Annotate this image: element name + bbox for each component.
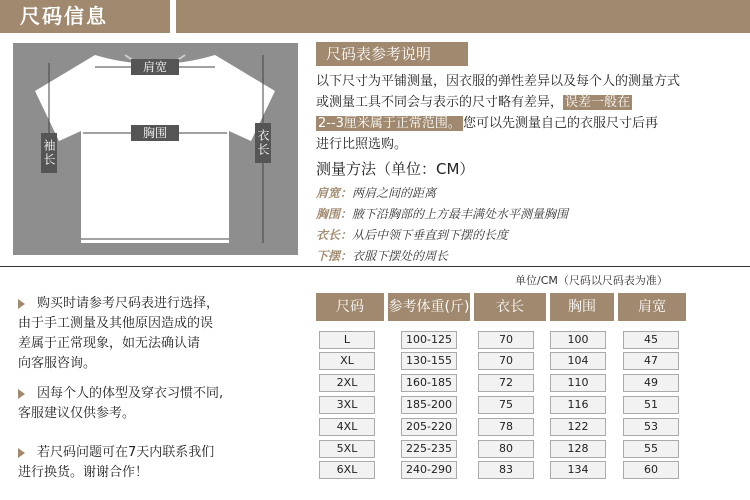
table-cell: L — [319, 331, 375, 349]
guide-highlight-1: 误差一般在 — [565, 95, 631, 110]
note-2: 因每个人的体型及穿衣习惯不同, 客服建议仅供参考。 — [18, 386, 224, 421]
table-cell: 75 — [478, 396, 534, 414]
table-cell: 122 — [550, 418, 606, 436]
guide-line-2a: 或测量工具不同会与表示的尺寸略有差异， — [316, 95, 564, 110]
table-cell: 104 — [550, 352, 606, 370]
table-header-cell: 参考体重(斤) — [388, 293, 470, 321]
table-cell: 80 — [478, 440, 534, 458]
table-cell: 55 — [623, 440, 679, 458]
method-row-chest: 胸围：腋下沿胸部的上方最丰满处水平测量胸围 — [316, 207, 569, 221]
guide-title: 尺码表参考说明 — [316, 42, 468, 66]
table-cell: 4XL — [319, 418, 375, 436]
table-cell: 6XL — [319, 461, 375, 479]
table-cell: 116 — [550, 396, 606, 414]
table-cell: 134 — [550, 461, 606, 479]
guide-highlight-2: 2--3厘米属于正常范围。 — [318, 116, 461, 131]
table-cell: 225-235 — [401, 440, 457, 458]
table-cell: 128 — [550, 440, 606, 458]
section-divider — [0, 266, 750, 267]
guide-line-4: 进行比照选购。 — [316, 137, 408, 152]
guide-line-1: 以下尺寸为平铺测量，因衣服的弹性差异以及每个人的测量方式 — [316, 74, 681, 89]
note-3: 若尺码问题可在7天内联系我们 进行换货。谢谢合作！ — [18, 445, 215, 480]
page-title: 尺码信息 — [0, 0, 170, 33]
method-title: 测量方法（单位：CM） — [316, 160, 475, 178]
table-cell: 5XL — [319, 440, 375, 458]
header-bar — [176, 0, 750, 33]
method-row-hem: 下摆：衣服下摆处的周长 — [316, 249, 449, 263]
table-cell: 110 — [550, 374, 606, 392]
table-cell: 70 — [478, 352, 534, 370]
table-header-cell: 胸围 — [550, 293, 614, 321]
guide-line-3b: 您可以先测量自己的衣服尺寸后再 — [462, 116, 658, 131]
table-unit: 单位/CM（尺码以尺码表为准） — [515, 274, 668, 287]
table-cell: 100-125 — [401, 331, 457, 349]
chest-label: 胸围 — [131, 125, 179, 141]
table-cell: 2XL — [319, 374, 375, 392]
note-1: 购买时请参考尺码表进行选择， 由于手工测量及其他原因造成的误 差属于正常现象，如无法确认请 向客服咨询。 — [18, 296, 220, 371]
table-header-cell: 肩宽 — [618, 293, 686, 321]
table-cell: 83 — [478, 461, 534, 479]
table-cell: 70 — [478, 331, 534, 349]
table-cell: 130-155 — [401, 352, 457, 370]
guide-description — [316, 71, 736, 155]
table-cell: 3XL — [319, 396, 375, 414]
method-row-shoulder: 肩宽：两肩之间的距离 — [316, 186, 437, 200]
table-cell: 45 — [623, 331, 679, 349]
table-cell: XL — [319, 352, 375, 370]
method-row-length: 衣长：从后中领下垂直到下摆的长度 — [316, 228, 509, 242]
table-cell: 47 — [623, 352, 679, 370]
triangle-bullet-icon — [18, 448, 25, 458]
table-cell: 100 — [550, 331, 606, 349]
table-cell: 160-185 — [401, 374, 457, 392]
table-cell: 185-200 — [401, 396, 457, 414]
table-cell: 205-220 — [401, 418, 457, 436]
table-cell: 49 — [623, 374, 679, 392]
shirt-diagram — [13, 43, 298, 255]
shoulder-label: 肩宽 — [131, 59, 179, 75]
sleeve-label: 袖长 — [41, 133, 57, 173]
table-cell: 240-290 — [401, 461, 457, 479]
table-cell: 72 — [478, 374, 534, 392]
triangle-bullet-icon — [18, 299, 25, 309]
table-header-cell: 衣长 — [474, 293, 546, 321]
table-cell: 51 — [623, 396, 679, 414]
table-cell: 53 — [623, 418, 679, 436]
table-cell: 60 — [623, 461, 679, 479]
triangle-bullet-icon — [18, 389, 25, 399]
table-header-cell: 尺码 — [316, 293, 384, 321]
length-label: 衣长 — [255, 123, 271, 163]
table-cell: 78 — [478, 418, 534, 436]
